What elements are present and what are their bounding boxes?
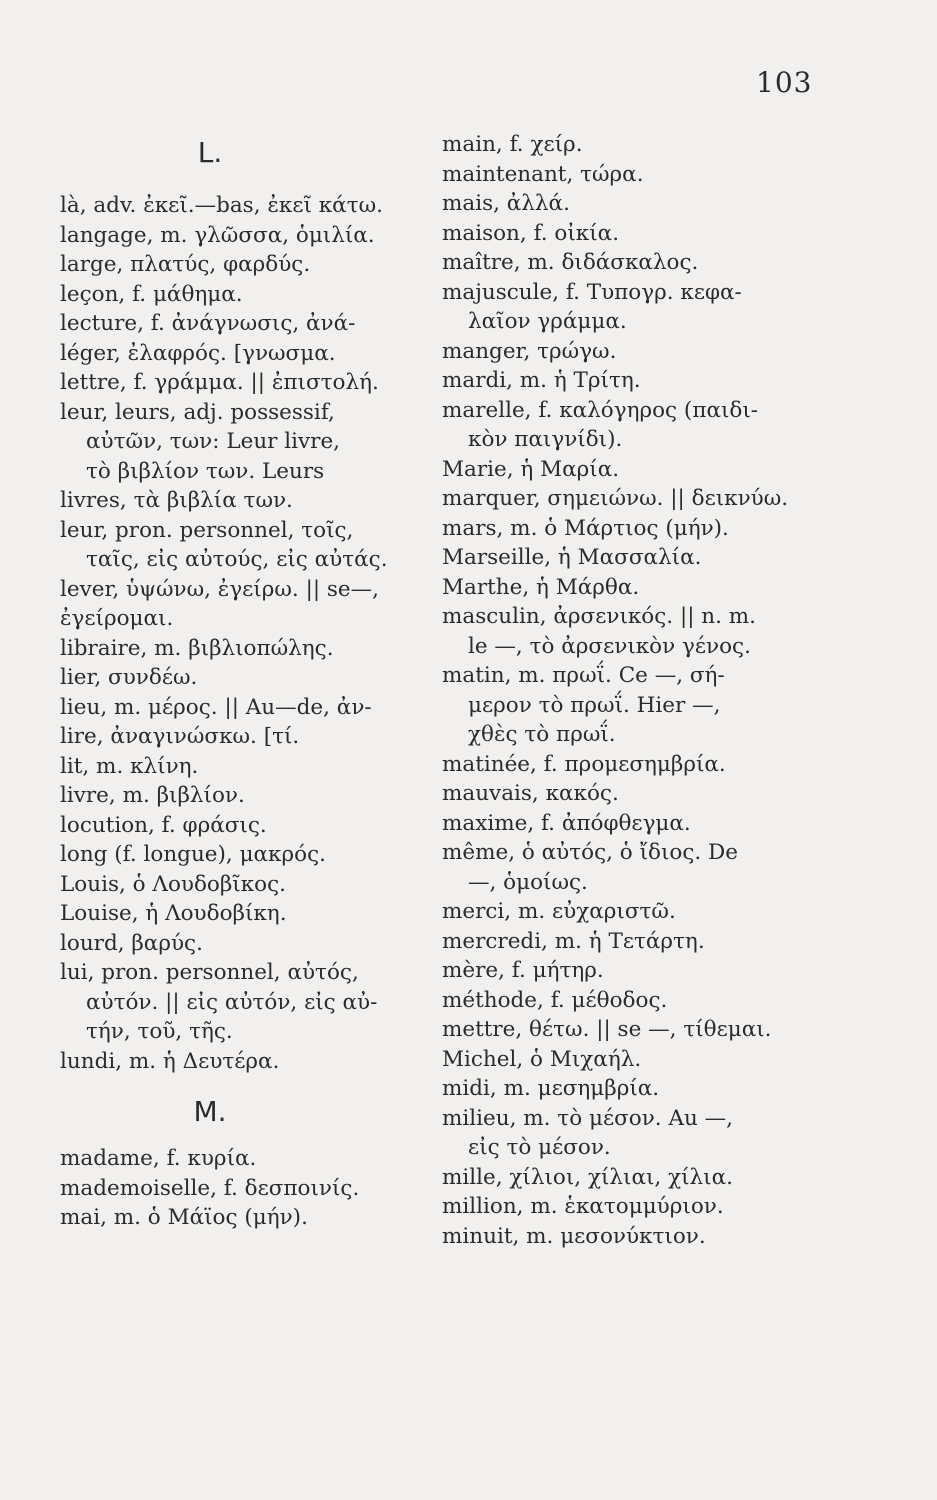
entry: leur, pron. personnel, τοῖς, — [60, 517, 354, 543]
entry: marelle, f. καλόγηρος (παιδι- — [442, 397, 759, 423]
entry-continuation: livres, τὰ βιβλία των. — [60, 488, 293, 513]
section-heading-M: M. — [193, 1095, 227, 1128]
entry: maxime, f. ἀπόφθεγμα. — [442, 810, 691, 836]
entry: leçon, f. μάθημα. — [60, 281, 243, 307]
entry: manger, τρώγω. — [442, 338, 617, 364]
entry-continuation: αὐτῶν, των: Leur livre, — [86, 429, 341, 454]
entry: mardi, m. ἡ Τρίτη. — [442, 368, 641, 393]
entry: mère, f. μήτηρ. — [442, 958, 604, 983]
entry: leur, leurs, adj. possessif, — [60, 399, 335, 425]
entry-continuation: αὐτόν. || εἰς αὐτόν, εἰς αὐ- — [86, 989, 378, 1015]
right-column — [442, 130, 812, 1251]
entry: maison, f. οἰκία. — [442, 220, 620, 246]
entry: maintenant, τώρα. — [442, 161, 644, 187]
entry: lieu, m. μέρος. || Au—de, ἀν- — [60, 694, 372, 720]
left-column — [60, 130, 430, 1233]
entry: lourd, βαρύς. — [60, 930, 203, 956]
entry: masculin, ἀρσενικός. || n. m. — [442, 604, 757, 629]
entry: livre, m. βιβλίον. — [60, 783, 245, 808]
entry: merci, m. εὐχαριστῶ. — [442, 899, 676, 924]
entry: mademoiselle, f. δεσποινίς. — [60, 1175, 360, 1201]
entry: lettre, f. γράμμα. || ἐπιστολή. — [60, 370, 379, 395]
entry: madame, f. κυρία. — [60, 1146, 257, 1171]
entry: léger, ἐλαφρός. [γνωσμα. — [60, 340, 336, 366]
entry: mais, ἀλλά. — [442, 191, 570, 216]
entry: long (f. longue), μακρός. — [60, 842, 326, 867]
entry: mettre, θέτω. || se —, τίθεμαι. — [442, 1017, 772, 1042]
entry: million, m. ἑκατομμύριον. — [442, 1194, 724, 1219]
page-number: 103 — [756, 66, 813, 99]
entry: Louis, ὁ Λουδοβῖκος. — [60, 871, 286, 897]
entry-continuation: le —, τὸ ἀρσενικὸν γένος. — [468, 633, 751, 659]
entry: mauvais, κακός. — [442, 781, 619, 806]
entry-continuation: λαῖον γράμμα. — [468, 309, 627, 334]
entry: Louise, ἡ Λουδοβίκη. — [60, 901, 287, 926]
entry: matinée, f. προμεσημβρία. — [442, 751, 726, 777]
entry: libraire, m. βιβλιοπώλης. — [60, 635, 334, 661]
entry: Marthe, ἡ Μάρθα. — [442, 574, 640, 600]
entry: mercredi, m. ἡ Τετάρτη. — [442, 928, 705, 954]
entry: lundi, m. ἡ Δευτέρα. — [60, 1048, 280, 1074]
entry: matin, m. πρωΐ. Ce —, σή- — [442, 663, 725, 688]
entry-continuation: μερον τὸ πρωΐ. Hier —, — [468, 692, 721, 718]
entry: lever, ὑψώνω, ἐγείρω. || se—, — [60, 576, 379, 602]
entry-continuation: εἰς τὸ μέσον. — [468, 1135, 611, 1160]
entry: lire, ἀναγινώσκω. [τί. — [60, 724, 300, 749]
entry: locution, f. φράσις. — [60, 812, 267, 838]
section-heading-L: L. — [197, 136, 223, 169]
entry-continuation: ταῖς, εἰς αὐτούς, εἰς αὐτάς. — [86, 547, 388, 572]
entry: mille, χίλιοι, χίλιαι, χίλια. — [442, 1164, 733, 1190]
entry-continuation: κὸν παιγνίδι). — [468, 427, 623, 452]
entry: Michel, ὁ Μιχαήλ. — [442, 1046, 642, 1072]
entry: marquer, σημειώνω. || δεικνύω. — [442, 486, 789, 511]
entry-continuation: τὸ βιβλίον των. Leurs — [86, 458, 325, 484]
entry: lier, συνδέω. — [60, 665, 198, 690]
entry-continuation: τήν, τοῦ, τῆς. — [86, 1019, 233, 1044]
entry: mars, m. ὁ Μάρτιος (μήν). — [442, 515, 729, 541]
entry: milieu, m. τὸ μέσον. Au —, — [442, 1105, 733, 1131]
entry: lui, pron. personnel, αὐτός, — [60, 960, 359, 985]
entry: lecture, f. ἀνάγνωσις, ἀνά- — [60, 311, 356, 336]
entry: même, ὁ αὐτός, ὁ ἴδιος. De — [442, 840, 739, 865]
entry-continuation: ἐγείρομαι. — [60, 606, 174, 631]
entry: Marie, ἡ Μαρία. — [442, 456, 620, 482]
entry: méthode, f. μέθοδος. — [442, 987, 668, 1013]
entry-continuation: χθὲς τὸ πρωΐ. — [468, 722, 616, 747]
entry: langage, m. γλῶσσα, ὁμιλία. — [60, 222, 375, 248]
entries-L — [60, 191, 430, 1076]
entry: midi, m. μεσημβρία. — [442, 1076, 660, 1101]
entry: là, adv. ἐκεῖ.—bas, ἐκεῖ κάτω. — [60, 193, 383, 218]
entry: minuit, m. μεσονύκτιον. — [442, 1223, 706, 1249]
entry: maître, m. διδάσκαλος. — [442, 250, 699, 275]
entry-continuation: —, ὁμοίως. — [468, 869, 588, 895]
entry: lit, m. κλίνη. — [60, 753, 199, 779]
entry: mai, m. ὁ Μάϊος (μήν). — [60, 1205, 308, 1230]
entries-M — [60, 1144, 430, 1233]
entry: majuscule, f. Τυπογρ. κεφα- — [442, 279, 742, 305]
entry: main, f. χείρ. — [442, 132, 583, 157]
entry: Marseille, ἡ Μασσαλία. — [442, 545, 702, 570]
entry: large, πλατύς, φαρδύς. — [60, 252, 311, 277]
